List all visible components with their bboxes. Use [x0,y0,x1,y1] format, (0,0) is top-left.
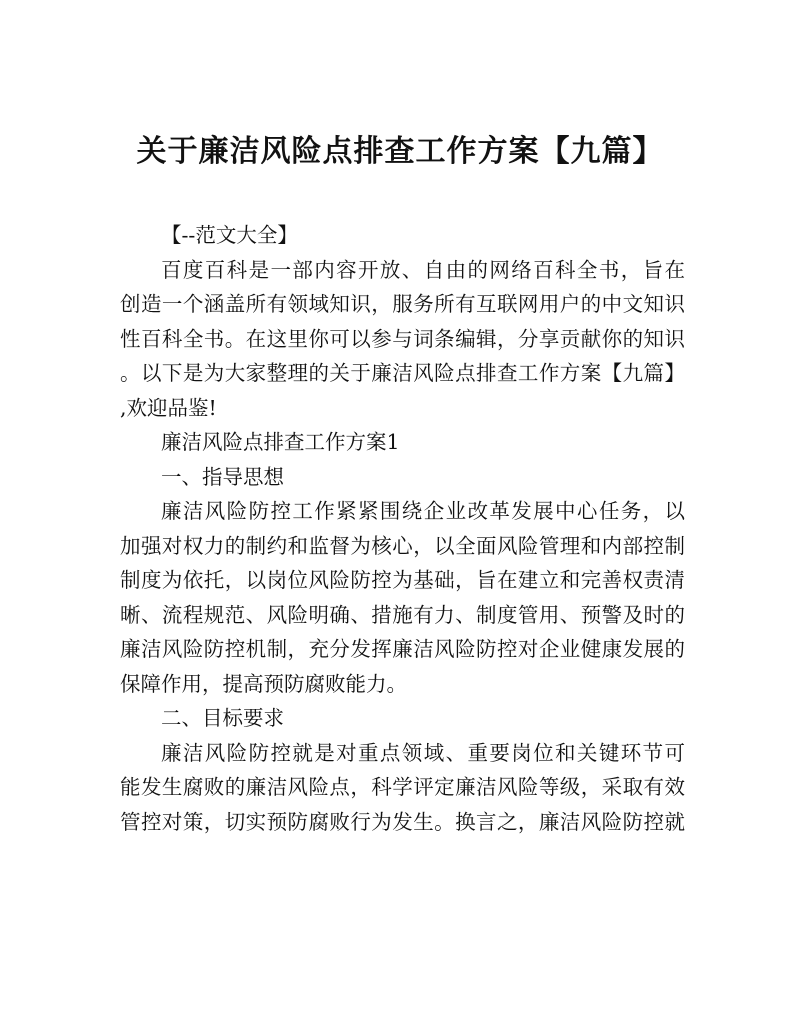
category-tag: 【--范文大全】 [161,223,298,247]
paragraph-line: ,欢迎品鉴! [120,395,217,420]
document-title: 关于廉洁风险点排查工作方案【九篇】 [136,134,664,169]
paragraph-line: 创造一个涵盖所有领域知识，服务所有互联网用户的中文知识 [120,292,685,316]
paragraph-line: 廉洁风险防控机制，充分发挥廉洁风险防控对企业健康发展的 [120,637,685,661]
paragraph-line: 管控对策，切实预防腐败行为发生。换言之，廉洁风险防控就 [120,809,685,834]
paragraph-line: 能发生腐败的廉洁风险点，科学评定廉洁风险等级，采取有效 [120,775,685,799]
paragraph-line: 晰、流程规范、风险明确、措施有力、制度管用、预警及时的 [120,602,685,627]
paragraph-line: 性百科全书。在这里你可以参与词条编辑，分享贡献你的知识 [120,326,685,351]
document-body [120,218,685,839]
paragraph-line: 廉洁风险防控就是对重点领域、重要岗位和关键环节可 [161,740,685,765]
section-heading: 廉洁风险点排查工作方案1 [161,430,400,454]
paragraph-line: 百度百科是一部内容开放、自由的网络百科全书，旨在 [161,257,685,282]
paragraph-line: 制度为依托，以岗位风险防控为基础，旨在建立和完善权责清 [120,568,685,592]
subsection-heading: 一、指导思想 [161,464,284,489]
paragraph-line: 加强对权力的制约和监督为核心，以全面风险管理和内部控制 [120,533,685,558]
paragraph-line: 廉洁风险防控工作紧紧围绕企业改革发展中心任务，以 [161,499,685,523]
paragraph-line: 保障作用，提高预防腐败能力。 [120,671,407,696]
subsection-heading: 二、目标要求 [161,706,284,730]
paragraph-line: 。以下是为大家整理的关于廉洁风险点排查工作方案【九篇】 [120,361,685,385]
